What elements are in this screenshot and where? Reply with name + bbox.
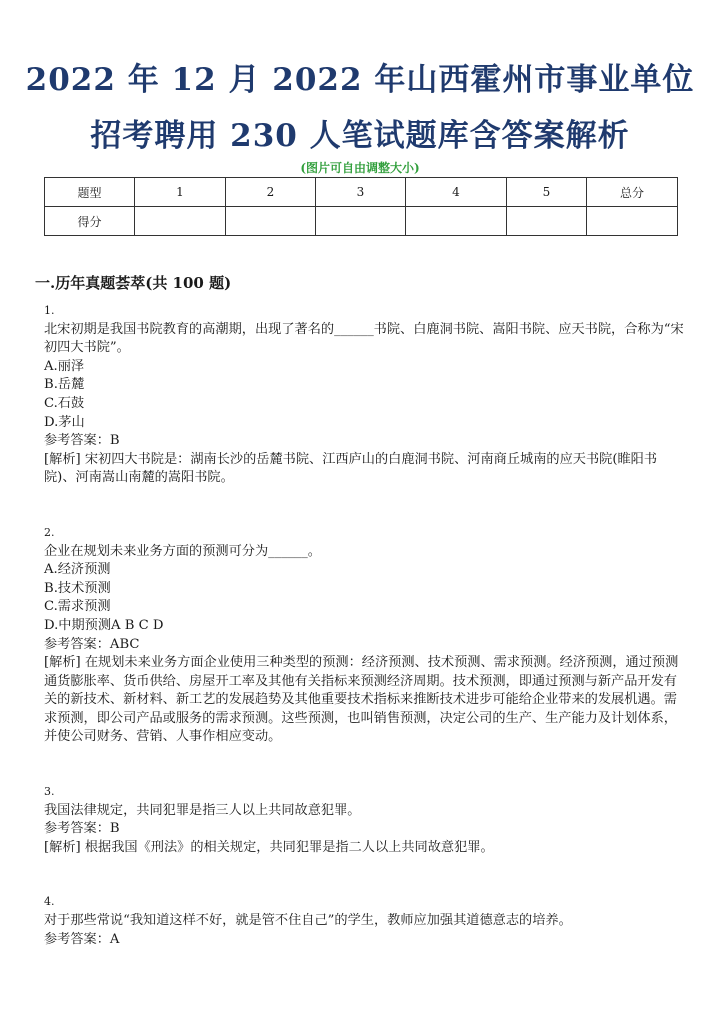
question-item	[44, 302, 684, 488]
question-option: B.技术预测	[44, 580, 111, 596]
question-item	[44, 524, 684, 747]
question-answer: 参考答案：A	[44, 931, 120, 947]
question-analysis: [解析] 宋初四大书院是：湖南长沙的岳麓书院、江西庐山的白鹿洞书院、河南商丘城南的应天书院(睢阳书院)、河南嵩山南麓的嵩阳书院。	[44, 451, 658, 486]
score-table-score-row	[45, 207, 678, 236]
score-header-cell: 5	[507, 178, 587, 207]
question-option: C.石鼓	[44, 395, 85, 411]
score-cell	[507, 207, 587, 236]
question-analysis: [解析] 根据我国《刑法》的相关规定，共同犯罪是指二人以上共同故意犯罪。	[44, 839, 494, 855]
question-option: A.丽泽	[44, 358, 85, 374]
document-title-line-1: 2022 年 12 月 2022 年山西霍州市事业单位	[25, 62, 695, 98]
score-cell	[587, 207, 678, 236]
score-row-label: 得分	[45, 207, 135, 236]
question-number: 1.	[44, 304, 55, 317]
score-header-cell: 总分	[587, 178, 678, 207]
question-answer: 参考答案：B	[44, 433, 120, 449]
question-item	[44, 893, 684, 949]
document-title-line-2: 招考聘用 230 人笔试题库含答案解析	[90, 118, 630, 154]
score-cell	[316, 207, 406, 236]
question-answer: 参考答案：B	[44, 821, 120, 837]
question-stem: 我国法律规定，共同犯罪是指三人以上共同故意犯罪。	[44, 802, 361, 818]
question-stem: 企业在规划未来业务方面的预测可分为______。	[44, 543, 321, 559]
score-cell	[135, 207, 226, 236]
question-option: D.茅山	[44, 414, 85, 430]
question-stem: 对于那些常说“我知道这样不好，就是管不住自己”的学生，教师应加强其道德意志的培养。	[44, 913, 572, 929]
score-header-cell: 2	[226, 178, 316, 207]
score-cell	[226, 207, 316, 236]
question-analysis: [解析] 在规划未来业务方面企业使用三种类型的预测：经济预测、技术预测、需求预测。经济预测，通过预测通货膨胀率、货币供给、房屋开工率及其他有关指标来预测经济周期。技术预测，即通过预测与新产品开发有关的新技术、新材料、新工艺的发展趋势及其他重要技术指标来推断技术进步可能给企业带来的发展机遇。需求预测，即公司产品或服务的需求预测。这些预测，也叫销售预测，决定公司的生产、生产能力及计划体系，并使公司财务、营销、人事作相应变动。	[44, 655, 679, 745]
score-header-cell: 1	[135, 178, 226, 207]
score-table-header-row	[45, 178, 678, 207]
question-number: 3.	[44, 785, 55, 799]
subtitle-note: (图片可自由调整大小)	[300, 161, 420, 175]
question-option: D.中期预测A B C D	[44, 617, 164, 633]
score-header-cell: 4	[406, 178, 507, 207]
question-number: 2.	[44, 525, 55, 539]
question-list	[44, 302, 684, 949]
score-header-cell: 3	[316, 178, 406, 207]
question-option: B.岳麓	[44, 377, 85, 393]
score-cell	[406, 207, 507, 236]
question-option: A.经济预测	[44, 562, 111, 578]
question-stem: 北宋初期是我国书院教育的高潮期，出现了著名的______书院、白鹿洞书院、嵩阳书院、应天书院，合称为“宋初四大书院”。	[44, 321, 684, 356]
question-number: 4.	[44, 895, 55, 909]
score-table	[44, 177, 678, 236]
question-item	[44, 783, 684, 857]
question-option: C.需求预测	[44, 599, 111, 615]
score-header-cell: 题型	[45, 178, 135, 207]
question-answer: 参考答案：ABC	[44, 636, 140, 652]
section-title: 一.历年真题荟萃(共 100 题)	[35, 274, 232, 292]
